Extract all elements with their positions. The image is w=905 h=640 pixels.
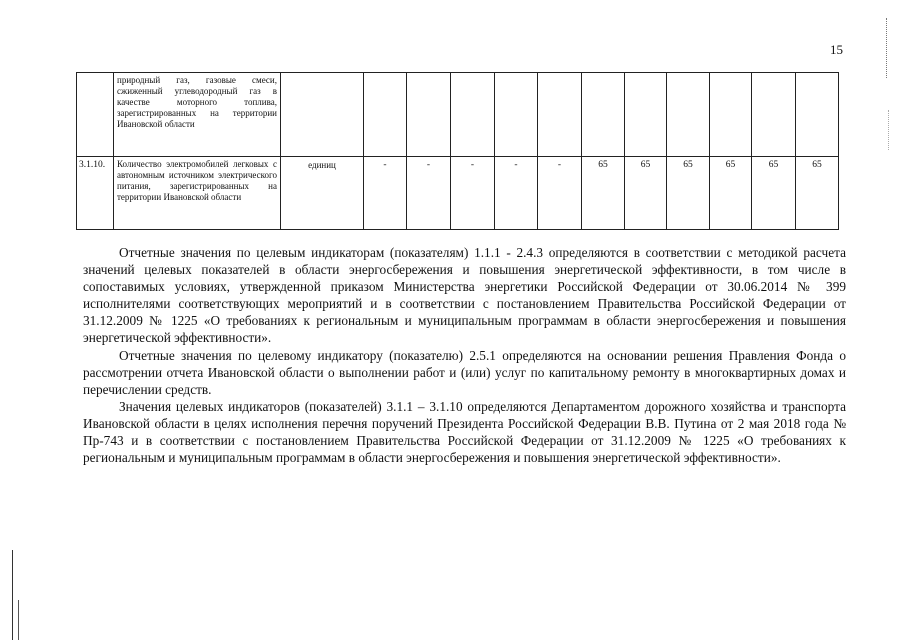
indicator-value: - [495, 157, 538, 230]
margin-scan-mark [886, 18, 889, 78]
page-number: 15 [830, 42, 843, 57]
paragraph: Отчетные значения по целевым индикаторам (показателям) 1.1.1 - 2.4.3 определяются в соответствии с методикой расчета значений целевых показателей в области энергосбережения и повышения энергетической эффективности, в том числе в сопоставимых условиях, утвержденной приказом Министерства энергетики Российской Федерации от 30.06.2014 № 399 исполнителями соответствующих мероприятий и в соответствии с постановлением Правительства Российской Федерации от 31.12.2009 № 1225 «О требованиях к региональным и муниципальным программам в области энергосбережения и повышения энергетической эффективности». [83, 245, 846, 346]
indicator-value [752, 73, 796, 157]
paragraph: Отчетные значения по целевому индикатору (показателю) 2.5.1 определяются на основании решения Правления Фонда о рассмотрении отчета Ивановской области о выполнении работ и (или) услуг по капитальному ремонту в многоквартирных домах и перечислении средств. [83, 347, 846, 397]
indicator-value [582, 73, 625, 157]
indicator-unit [281, 73, 364, 157]
indicator-value: 65 [625, 157, 667, 230]
indicator-name: природный газ, газовые смеси, сжиженный углеводородный газ в качестве моторного топлива, зарегистрированных на территории Ивановской области [114, 73, 281, 157]
margin-scan-line [18, 600, 19, 640]
indicator-value: 65 [796, 157, 839, 230]
indicator-value [495, 73, 538, 157]
indicator-name: Количество электромобилей легковых с автономным источником электрического питания, зарегистрированных на территории Ивановской области [114, 157, 281, 230]
indicator-value: 65 [752, 157, 796, 230]
indicator-value: - [407, 157, 451, 230]
indicator-value: 65 [582, 157, 625, 230]
indicators-table [76, 72, 839, 230]
table-row [77, 157, 839, 230]
indicator-value [364, 73, 407, 157]
indicator-value [625, 73, 667, 157]
indicator-value [407, 73, 451, 157]
indicator-value [710, 73, 752, 157]
row-number: 3.1.10. [77, 157, 114, 230]
indicator-value [667, 73, 710, 157]
margin-scan-mark [888, 110, 890, 150]
indicator-value: - [451, 157, 495, 230]
indicator-value: 65 [710, 157, 752, 230]
indicator-unit: единиц [281, 157, 364, 230]
indicator-value [538, 73, 582, 157]
indicator-value [796, 73, 839, 157]
indicator-value: - [364, 157, 407, 230]
body-text [83, 244, 846, 466]
paragraph: Значения целевых индикаторов (показателей) 3.1.1 – 3.1.10 определяются Департаментом дорожного хозяйства и транспорта Ивановской области в целях исполнения перечня поручений Президента Российской Федерации В.В. Путина от 2 мая 2018 года № Пр-743 и в соответствии с постановлением Правительства Российской Федерации от 31.12.2009 № 1225 «О требованиях к региональным и муниципальным программам в области энергосбережения и повышения энергетической эффективности». [83, 398, 846, 466]
row-number [77, 73, 114, 157]
indicator-value: - [538, 157, 582, 230]
table-row [77, 73, 839, 157]
margin-scan-line [12, 550, 13, 640]
indicator-value: 65 [667, 157, 710, 230]
indicator-value [451, 73, 495, 157]
